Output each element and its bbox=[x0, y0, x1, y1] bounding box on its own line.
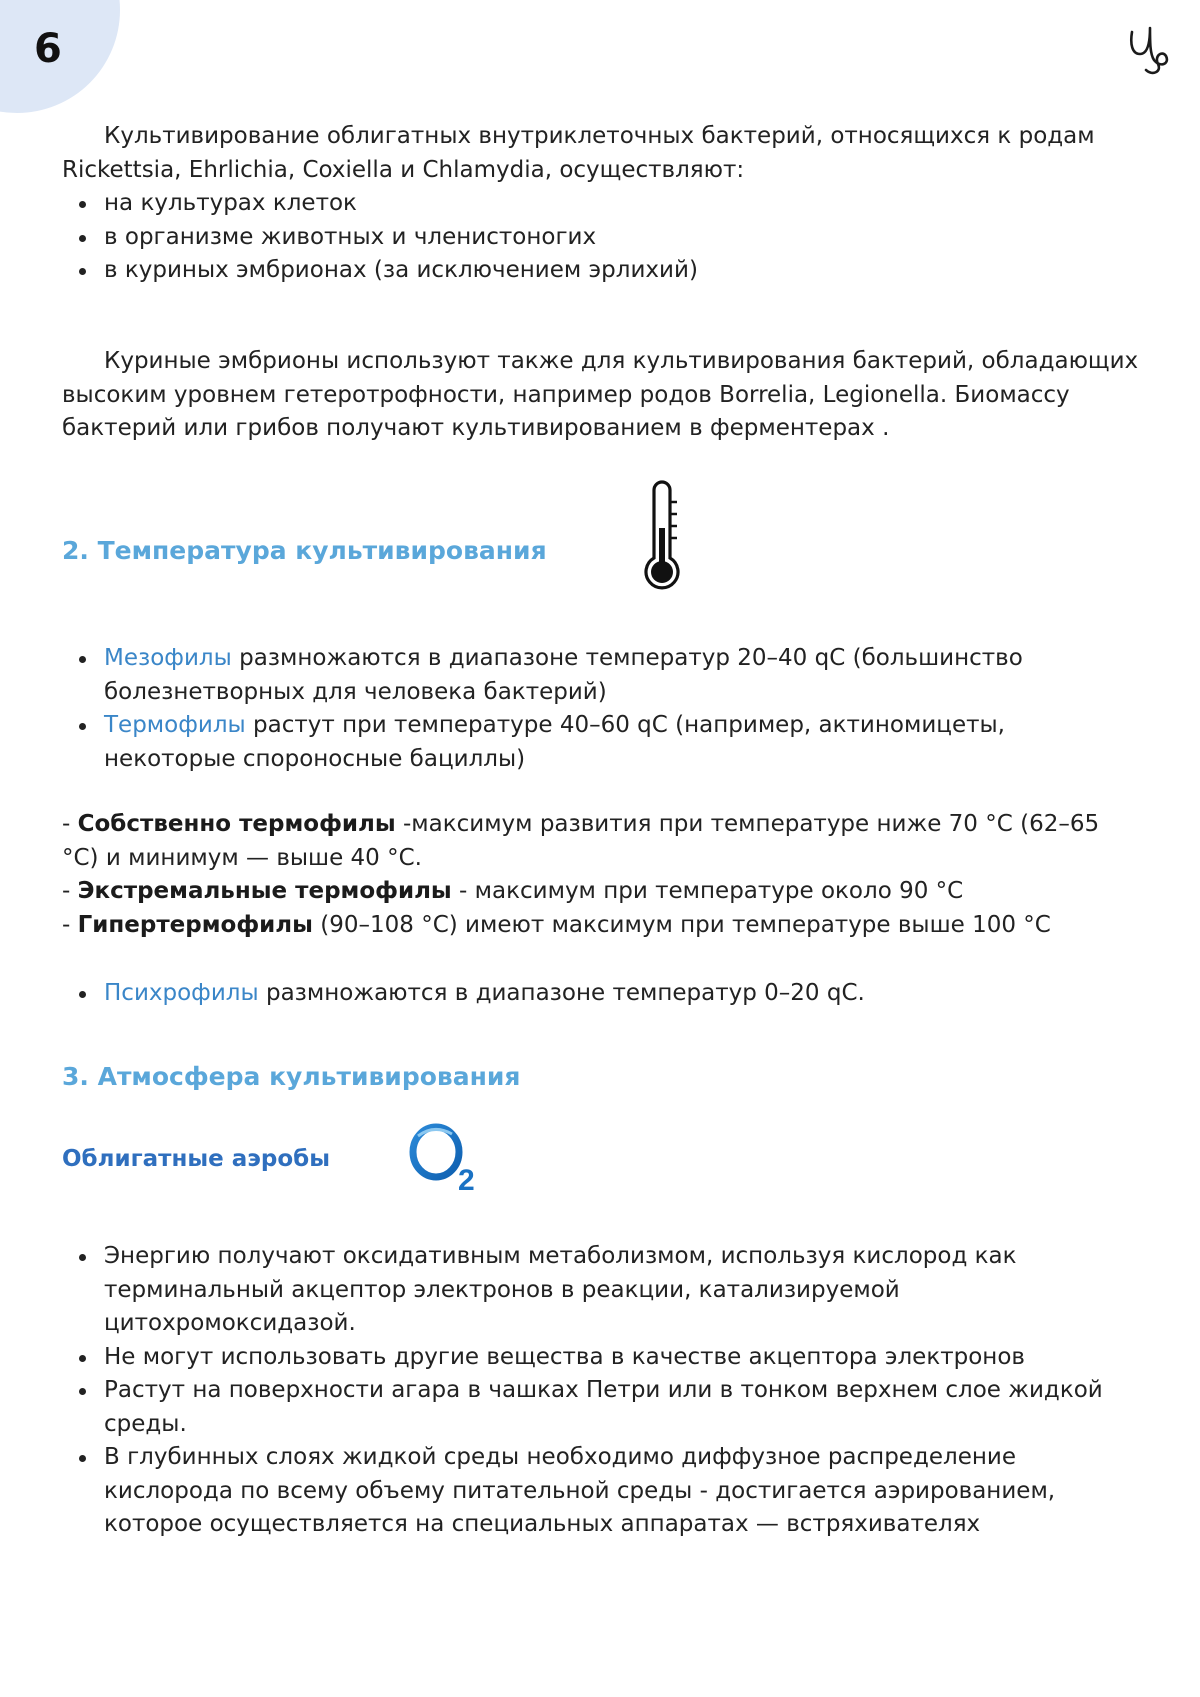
thermometer-icon bbox=[640, 480, 684, 592]
section2-list-block bbox=[62, 642, 1142, 776]
page-number: 6 bbox=[34, 26, 62, 72]
dash-item: - Гипертермофилы (90–108 °С) имеют максимум при температуре выше 100 °С bbox=[62, 911, 1051, 938]
term-mesophiles: Мезофилы bbox=[104, 645, 232, 671]
section3-list-block bbox=[62, 1240, 1142, 1542]
list-item: Мезофилы размножаются в диапазоне температур 20–40 qC (большинство болезнетворных для человека бактерий) bbox=[104, 642, 1142, 709]
term-psychrophiles: Психрофилы bbox=[104, 980, 259, 1006]
list-item: В глубинных слоях жидкой среды необходимо диффузное распределение кислорода по всему объему питательной среды - достигается аэрированием, которое осуществляется на специальных аппаратах — встряхивателях bbox=[104, 1441, 1142, 1542]
subheading-obligate-aerobes: Облигатные аэробы bbox=[62, 1146, 331, 1172]
thermophile-subtypes bbox=[62, 808, 1142, 942]
intro-block bbox=[62, 120, 1142, 288]
logo-icon bbox=[1126, 20, 1174, 76]
intro-paragraph: Культивирование облигатных внутриклеточных бактерий, относящихся к родам Rickettsia, Ehrlichia, Coxiella и Chlamydia, осуществляют: bbox=[62, 123, 1095, 183]
section-heading-temperature: 2. Температура культивирования bbox=[62, 536, 547, 565]
list-item: на культурах клеток bbox=[104, 187, 1142, 221]
list-item: Психрофилы размножаются в диапазоне температур 0–20 qC. bbox=[104, 977, 1142, 1011]
paragraph-block bbox=[62, 345, 1142, 446]
dash-item: - Экстремальные термофилы - максимум при температуре около 90 °С bbox=[62, 878, 964, 904]
term-thermophiles: Термофилы bbox=[104, 712, 246, 738]
embryo-paragraph: Куриные эмбрионы используют также для культивирования бактерий, обладающих высоким уровнем гетеротрофности, например родов Borrelia, Legionella. Биомассу бактерий или грибов получают культивированием в ферментерах . bbox=[62, 348, 1139, 441]
dash-item: - Собственно термофилы -максимум развития при температуре ниже 70 °С (62–65 °С) и минимум — выше 40 °С. bbox=[62, 811, 1100, 871]
list-item: в куриных эмбрионах (за исключением эрлихий) bbox=[104, 254, 1142, 288]
list-item: Энергию получают оксидативным метаболизмом, используя кислород как терминальный акцептор электронов в реакции, катализируемой цитохромоксидазой. bbox=[104, 1240, 1142, 1341]
oxygen-o2-icon bbox=[406, 1118, 480, 1192]
section-heading-atmosphere: 3. Атмосфера культивирования bbox=[62, 1062, 521, 1091]
psychrophiles-block bbox=[62, 977, 1142, 1011]
list-item: в организме животных и членистоногих bbox=[104, 221, 1142, 255]
list-item: Термофилы растут при температуре 40–60 qC (например, актиномицеты, некоторые спороносные бациллы) bbox=[104, 709, 1142, 776]
svg-text:2: 2 bbox=[458, 1164, 475, 1192]
list-item: Растут на поверхности агара в чашках Петри или в тонком верхнем слое жидкой среды. bbox=[104, 1374, 1142, 1441]
list-item: Не могут использовать другие вещества в качестве акцептора электронов bbox=[104, 1341, 1142, 1375]
intro-list bbox=[62, 187, 1142, 288]
